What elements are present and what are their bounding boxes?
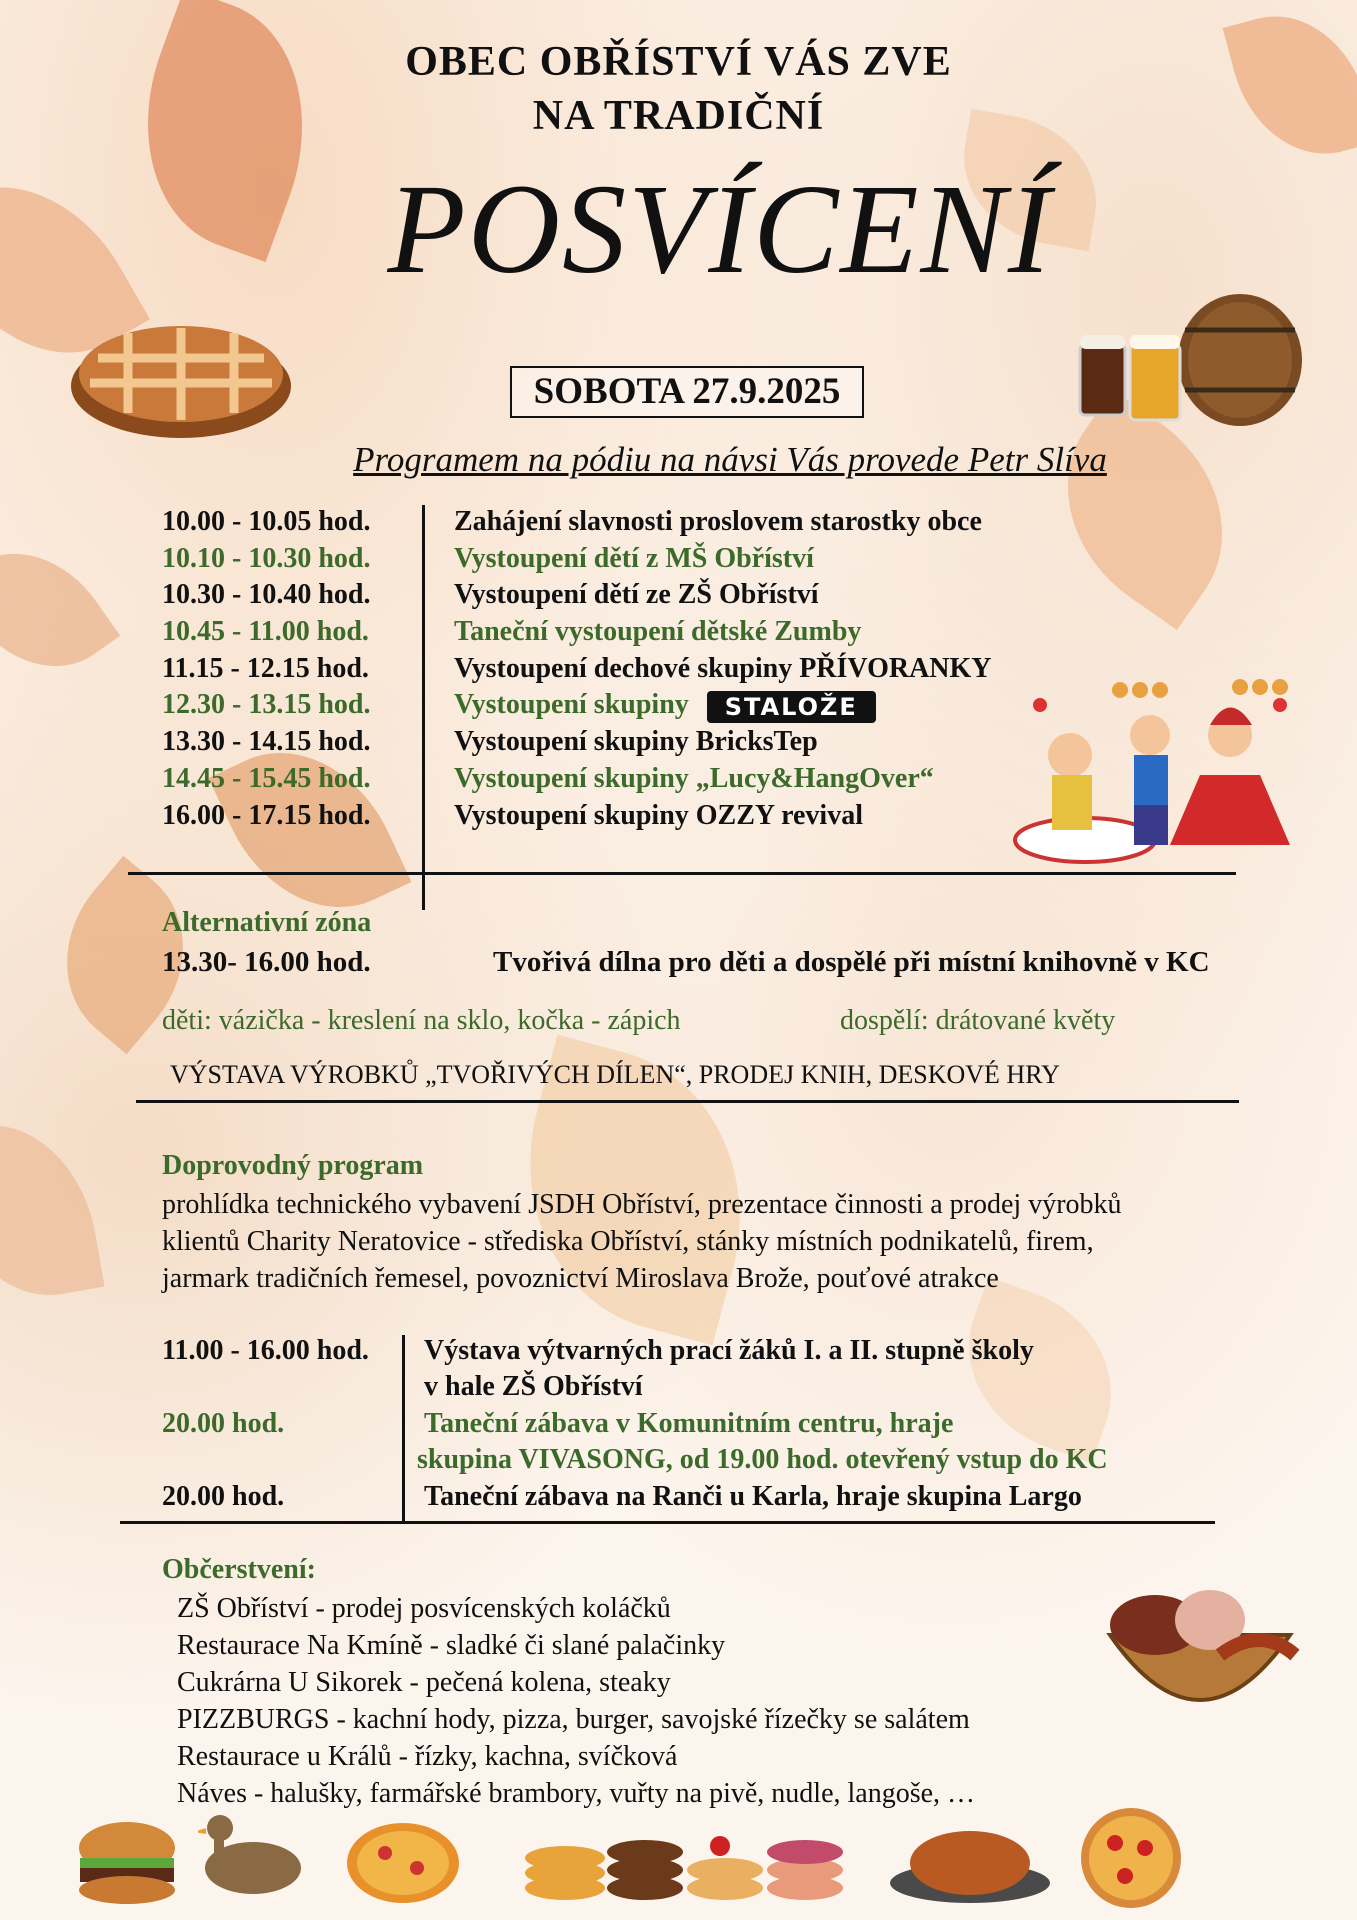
- evening-row: [162, 1406, 1262, 1479]
- pizza-whole-icon: [1075, 1808, 1187, 1908]
- alt-zone-exhibition: VÝSTAVA VÝROBKŮ „TVOŘIVÝCH DÍLEN“, PRODEJ KNIH, DESKOVÉ HRY: [170, 1060, 1060, 1089]
- program-row: [162, 577, 1262, 614]
- refreshment-item: Restaurace Na Kmíně - sladké či slané palačinky: [177, 1630, 726, 1661]
- evening-row: [162, 1479, 1262, 1515]
- refreshments-list: [177, 1590, 975, 1812]
- alt-zone-kids: děti: vázička - kreslení na sklo, kočka - zápich: [162, 1005, 681, 1036]
- page-title: POSVÍCENÍ: [387, 158, 1053, 300]
- refreshment-item: Náves - halušky, farmářské brambory, vuřty na pivě, nudle, langoše, …: [177, 1778, 976, 1809]
- program-divider-horizontal: [128, 872, 1236, 875]
- invite-line-2: NA TRADIČNÍ: [532, 93, 825, 139]
- program-row: [162, 541, 1262, 578]
- program-time: 13.30 - 14.15 hod.: [162, 726, 371, 758]
- program-time: 10.00 - 10.05 hod.: [162, 506, 371, 537]
- side-program-line: klientů Charity Neratovice - střediska Obříství, stánky místních podnikatelů, firem,: [162, 1226, 1094, 1257]
- program-time: 16.00 - 17.15 hod.: [162, 799, 371, 831]
- program-event: Vystoupení dětí z MŠ Obříství: [454, 542, 814, 574]
- roast-chicken-icon: [885, 1818, 1055, 1908]
- alt-zone-event: Tvořivá dílna pro děti a dospělé při místní knihovně v KC: [493, 946, 1210, 978]
- evening-row: [162, 1333, 1262, 1406]
- program-event: Vystoupení skupiny: [454, 689, 689, 721]
- evening-event-cont: skupina VIVASONG, od 19.00 hod. otevřený vstup do KC: [417, 1444, 1108, 1475]
- refreshment-item: PIZZBURGS - kachní hody, pizza, burger, savojské řízečky se salátem: [177, 1704, 970, 1735]
- side-program-text: [162, 1186, 1122, 1297]
- side-program-line: prohlídka technického vybavení JSDH Obříství, prezentace činnosti a prodej výrobků: [162, 1189, 1122, 1220]
- program-row: [162, 761, 1262, 798]
- program-time: 10.30 - 10.40 hod.: [162, 579, 371, 611]
- evening-time: 11.00 - 16.00 hod.: [162, 1335, 369, 1366]
- stage-program: [162, 504, 1262, 834]
- goose-icon: [198, 1808, 308, 1908]
- side-program-line: jarmark tradičních řemesel, povoznictví Miroslava Brože, pouťové atrakce: [162, 1263, 999, 1294]
- program-time: 14.45 - 15.45 hod.: [162, 762, 371, 794]
- program-event: Vystoupení skupiny OZZY revival: [454, 799, 863, 831]
- invite-line-1: OBEC OBŘÍSTVÍ VÁS ZVE: [405, 39, 952, 85]
- program-event: Vystoupení skupiny BricksTep: [454, 726, 818, 758]
- program-row: [162, 504, 1262, 541]
- evening-event: Taneční zábava na Ranči u Karla, hraje skupina Largo: [424, 1481, 1082, 1512]
- program-event: Vystoupení dětí ze ZŠ Obříství: [454, 579, 819, 611]
- program-time: 10.45 - 11.00 hod.: [162, 616, 369, 648]
- meat-basket-image: [1100, 1565, 1300, 1730]
- pie-image: [68, 308, 294, 440]
- burger-icon: [72, 1818, 182, 1908]
- program-time: 11.15 - 12.15 hod.: [162, 652, 369, 684]
- beer-barrel-image: [1075, 290, 1305, 430]
- program-row: [162, 798, 1262, 835]
- refreshment-item: Restaurace u Králů - řízky, kachna, svíčková: [177, 1741, 678, 1772]
- pizza-icon: [345, 1813, 465, 1908]
- host-note: Programem na pódiu na návsi Vás provede Petr Slíva: [353, 440, 1107, 479]
- alt-zone-heading: Alternativní zóna: [162, 907, 372, 938]
- evening-time: 20.00 hod.: [162, 1481, 285, 1512]
- program-event: Taneční vystoupení dětské Zumby: [454, 616, 862, 648]
- evening-divider-horizontal: [120, 1521, 1215, 1524]
- evening-time: 20.00 hod.: [162, 1408, 285, 1439]
- evening-event: Výstava výtvarných prací žáků I. a II. stupně školy: [424, 1335, 1034, 1366]
- program-time: 12.30 - 13.15 hod.: [162, 689, 371, 721]
- side-program-heading: Doprovodný program: [162, 1150, 424, 1181]
- alt-zone-adults: dospělí: drátované květy: [840, 1005, 1116, 1036]
- program-event: Zahájení slavnosti proslovem starostky obce: [454, 506, 982, 537]
- refreshment-item: ZŠ Obříství - prodej posvícenských koláčků: [177, 1593, 671, 1624]
- program-row: [162, 614, 1262, 651]
- program-row: [162, 651, 1262, 688]
- refreshments-heading: Občerstvení:: [162, 1554, 316, 1585]
- refreshment-item: Cukrárna U Sikorek - pečená kolena, steaky: [177, 1667, 671, 1698]
- alt-zone-divider: [136, 1100, 1239, 1103]
- program-row: [162, 687, 1262, 724]
- pancakes-icon: [520, 1818, 850, 1908]
- program-event: Vystoupení dechové skupiny PŘÍVORANKY: [454, 652, 992, 684]
- event-date: SOBOTA 27.9.2025: [510, 366, 864, 418]
- program-row: [162, 724, 1262, 761]
- stalose-logo: STALOŽE: [707, 691, 876, 723]
- program-time: 10.10 - 10.30 hod.: [162, 542, 371, 574]
- evening-event-cont: v hale ZŠ Obříství: [424, 1371, 643, 1402]
- alt-zone-time: 13.30- 16.00 hod.: [162, 946, 371, 978]
- program-event: Vystoupení skupiny „Lucy&HangOver“: [454, 762, 934, 794]
- evening-event: Taneční zábava v Komunitním centru, hraje: [424, 1408, 954, 1439]
- evening-program: [162, 1333, 1262, 1515]
